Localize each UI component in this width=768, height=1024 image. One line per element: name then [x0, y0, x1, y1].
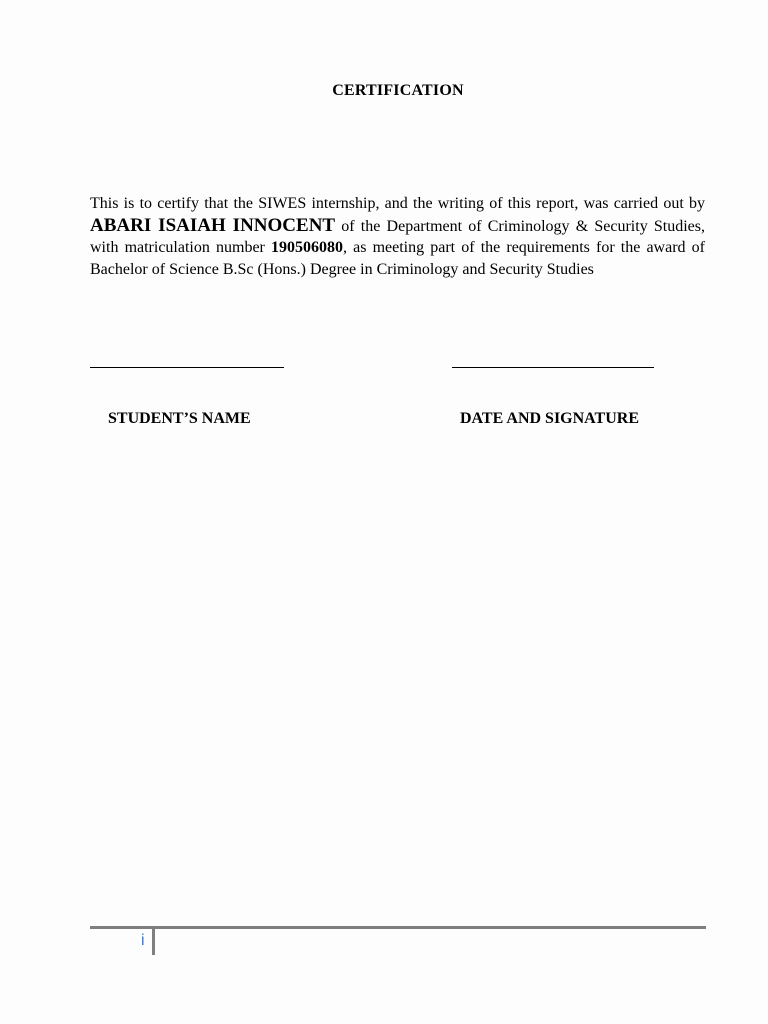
- paragraph-end: , as meeting part of the requirements for the award of Bachelor of Science B.Sc (Hons.) Degree in Criminology and Security Studies: [90, 239, 705, 278]
- footer-rule: [90, 926, 706, 929]
- paragraph-middle: of the Department of Criminology & Security Studies, with matriculation number: [90, 217, 705, 256]
- student-name-label: STUDENT’S NAME: [108, 410, 251, 427]
- student-name: ABARI ISAIAH INNOCENT: [90, 214, 336, 236]
- footer-separator: [152, 929, 155, 955]
- paragraph-intro: This is to certify that the SIWES internship, and the writing of this report, was carried out by: [90, 195, 705, 212]
- certification-paragraph: [90, 193, 705, 280]
- date-signature-line: [452, 367, 654, 368]
- page-number: i: [141, 932, 145, 949]
- date-signature-label: DATE AND SIGNATURE: [460, 410, 639, 427]
- matric-number: 190506080: [271, 239, 343, 256]
- student-name-signature-line: [90, 367, 284, 368]
- page-title: CERTIFICATION: [332, 82, 464, 99]
